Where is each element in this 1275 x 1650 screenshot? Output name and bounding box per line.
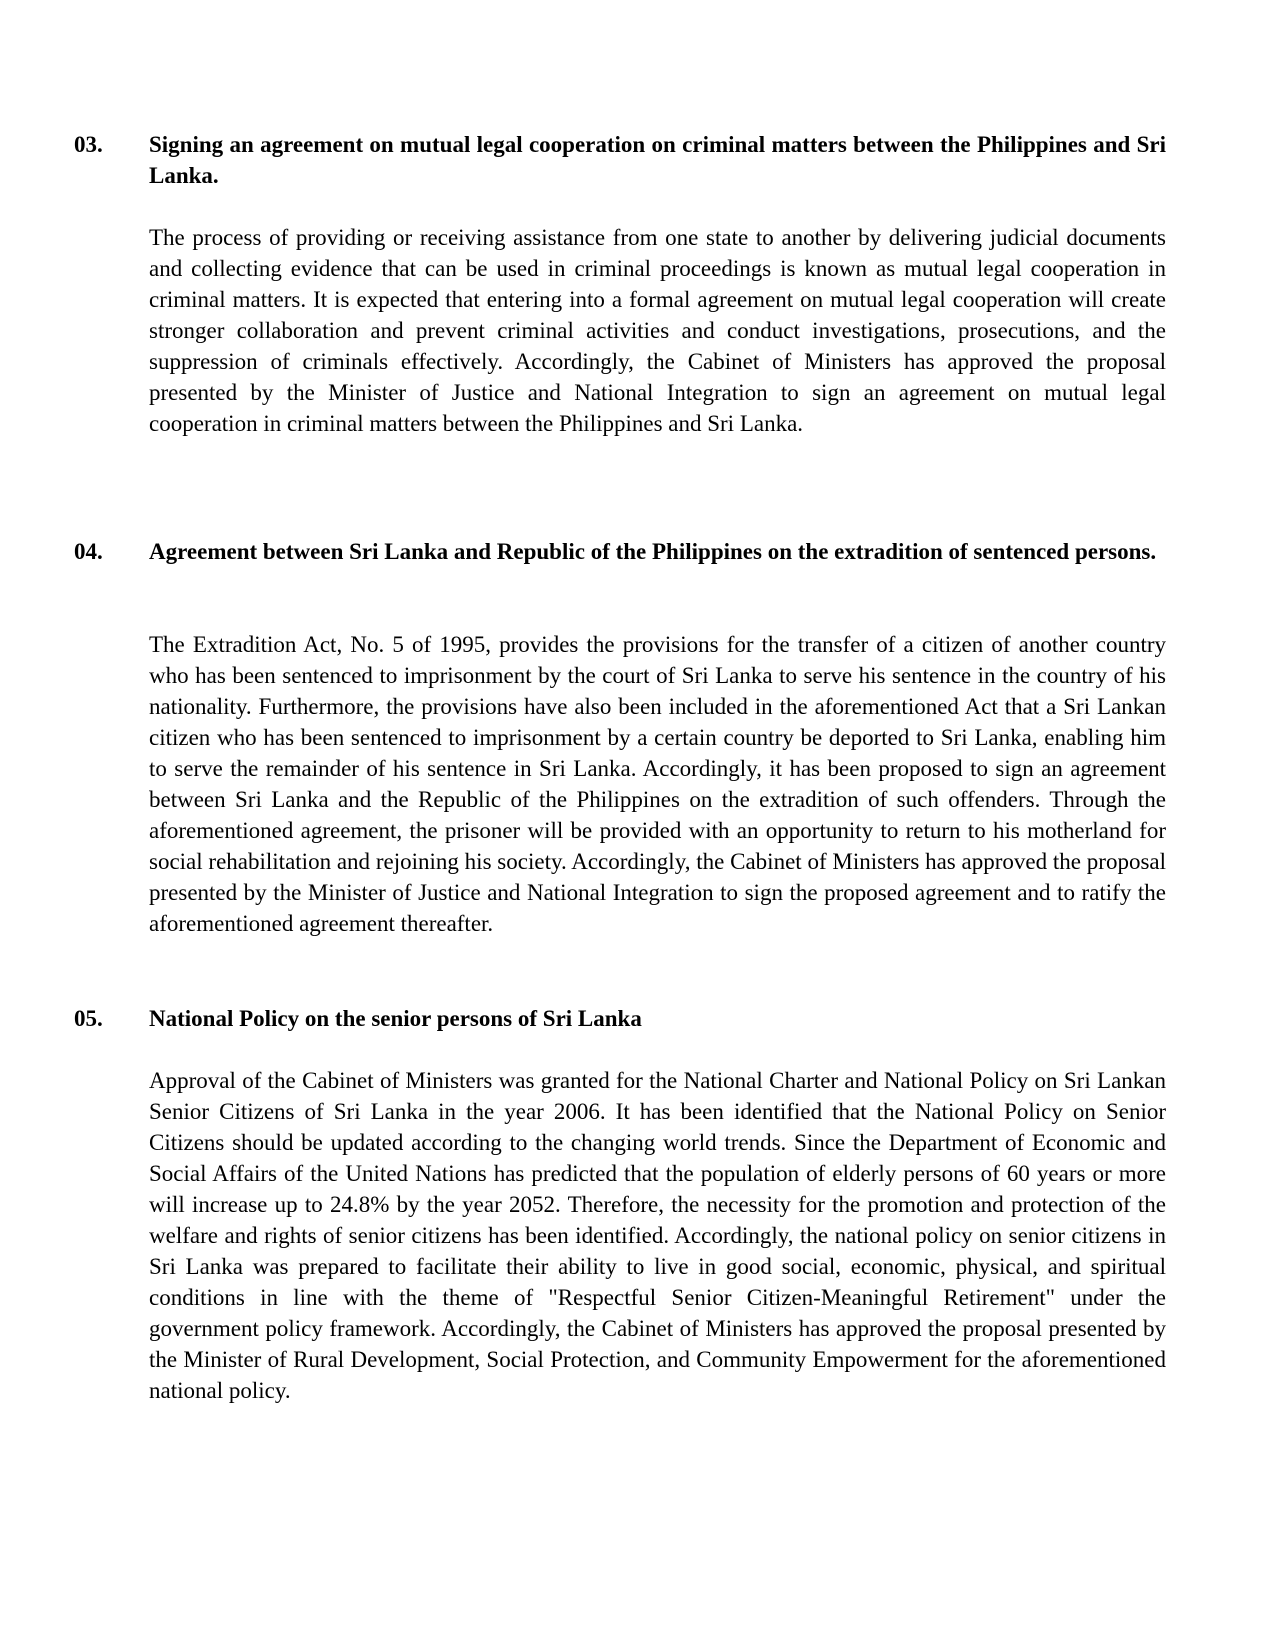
section-body: The process of providing or receiving assistance from one state to another by delivering judicial documents and collecting evidence that can be used in criminal proceedings is known as mutual legal cooperation in criminal matters. It is expected that entering into a formal agreement on mutual legal cooperation will create stronger collaboration and prevent criminal activities and conduct investigations, prosecutions, and the suppression of criminals effectively. Accordingly, the Cabinet of Ministers has approved the proposal presented by the Minister of Justice and National Integration to sign an agreement on mutual legal cooperation in criminal matters between the Philippines and Sri Lanka. bbox=[149, 225, 1166, 436]
section-heading: Signing an agreement on mutual legal cooperation on criminal matters between the Philippines and Sri Lanka. bbox=[149, 132, 1166, 188]
section-number: 05. bbox=[74, 1006, 103, 1031]
section-number: 03. bbox=[74, 132, 103, 157]
section-body: The Extradition Act, No. 5 of 1995, provides the provisions for the transfer of a citizen of another country who has been sentenced to imprisonment by the court of Sri Lanka to serve his sentence in the country of his nationality. Furthermore, the provisions have also been included in the aforementioned Act that a Sri Lankan citizen who has been sentenced to imprisonment by a certain country be deported to Sri Lanka, enabling him to serve the remainder of his sentence in Sri Lanka. Accordingly, it has been proposed to sign an agreement between Sri Lanka and the Republic of the Philippines on the extradition of such offenders. Through the aforementioned agreement, the prisoner will be provided with an opportunity to return to his motherland for social rehabilitation and rejoining his society. Accordingly, the Cabinet of Ministers has approved the proposal presented by the Minister of Justice and National Integration to sign the proposed agreement and to ratify the aforementioned agreement thereafter. bbox=[149, 632, 1166, 936]
section-body: Approval of the Cabinet of Ministers was granted for the National Charter and National Policy on Sri Lankan Senior Citizens of Sri Lanka in the year 2006. It has been identified that the National Policy on Senior Citizens should be updated according to the changing world trends. Since the Department of Economic and Social Affairs of the United Nations has predicted that the population of elderly persons of 60 years or more will increase up to 24.8% by the year 2052. Therefore, the necessity for the promotion and protection of the welfare and rights of senior citizens has been identified. Accordingly, the national policy on senior citizens in Sri Lanka was prepared to facilitate their ability to live in good social, economic, physical, and spiritual conditions in line with the theme of "Respectful Senior Citizen-Meaningful Retirement" under the government policy framework. Accordingly, the Cabinet of Ministers has approved the proposal presented by the Minister of Rural Development, Social Protection, and Community Empowerment for the aforementioned national policy. bbox=[149, 1068, 1166, 1403]
section-number: 04. bbox=[74, 539, 103, 564]
section-heading: Agreement between Sri Lanka and Republic of the Philippines on the extradition of sentenced persons. bbox=[149, 539, 1157, 564]
section-heading: National Policy on the senior persons of Sri Lanka bbox=[149, 1006, 642, 1031]
